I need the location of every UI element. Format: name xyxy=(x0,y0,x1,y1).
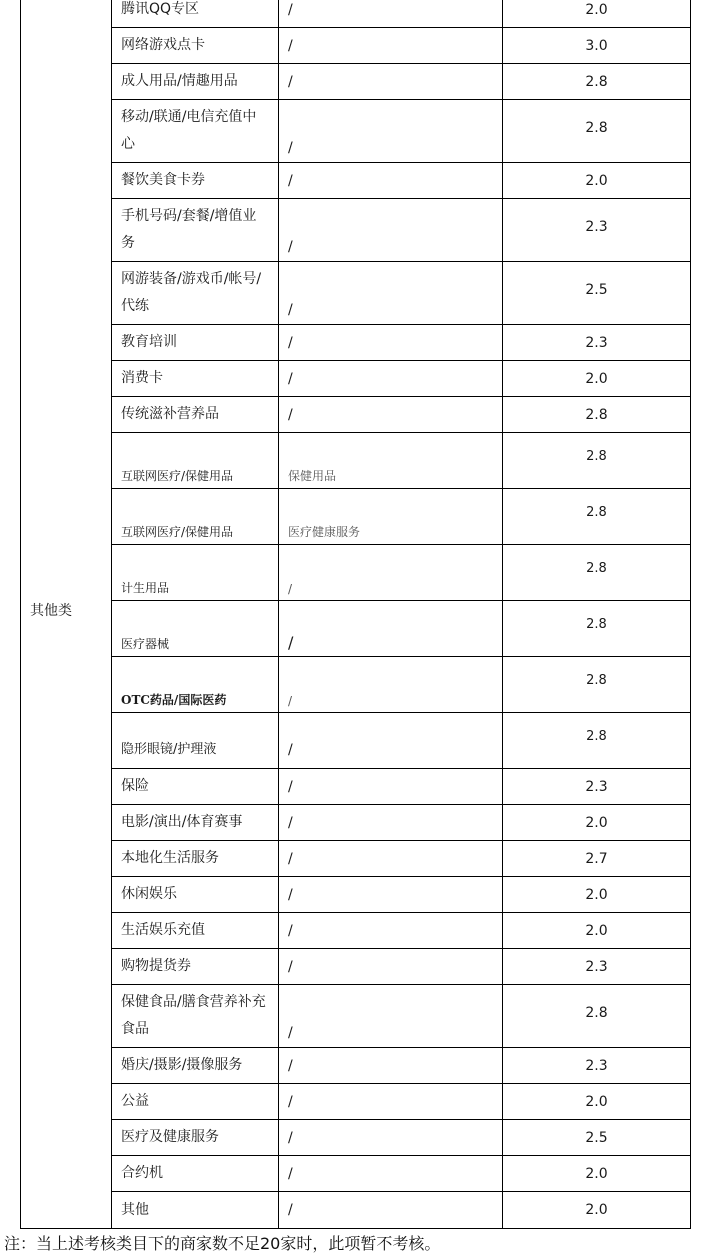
row-value: 2.8 xyxy=(503,433,691,489)
table-row xyxy=(21,545,691,601)
row-value: 2.0 xyxy=(503,877,691,913)
row-value: 2.8 xyxy=(503,397,691,433)
row-sub: / xyxy=(279,199,503,262)
table-row xyxy=(21,1048,691,1084)
row-sub: / xyxy=(279,841,503,877)
table-row xyxy=(21,0,691,28)
row-sub: / xyxy=(279,397,503,433)
table-row xyxy=(21,1084,691,1120)
category-score-table xyxy=(20,0,691,1229)
row-value: 2.0 xyxy=(503,805,691,841)
row-sub: / xyxy=(279,163,503,199)
table-row xyxy=(21,601,691,657)
row-sub: / xyxy=(279,601,503,657)
row-name: 休闲娱乐 xyxy=(112,877,279,913)
row-value: 2.8 xyxy=(503,100,691,163)
table-row xyxy=(21,769,691,805)
row-name: 医疗器械 xyxy=(112,601,279,657)
table-row xyxy=(21,489,691,545)
row-sub: / xyxy=(279,985,503,1048)
row-value: 2.3 xyxy=(503,949,691,985)
table-row xyxy=(21,657,691,713)
table-row xyxy=(21,877,691,913)
table-row xyxy=(21,1120,691,1156)
row-name: 隐形眼镜/护理液 xyxy=(112,713,279,769)
table-row xyxy=(21,28,691,64)
table-row xyxy=(21,397,691,433)
row-name: 移动/联通/电信充值中心 xyxy=(112,100,279,163)
row-sub: / xyxy=(279,805,503,841)
table-row xyxy=(21,433,691,489)
row-value: 2.0 xyxy=(503,913,691,949)
row-sub: / xyxy=(279,713,503,769)
row-sub: / xyxy=(279,1048,503,1084)
row-sub: / xyxy=(279,913,503,949)
row-value: 2.7 xyxy=(503,841,691,877)
row-sub: / xyxy=(279,769,503,805)
row-sub: / xyxy=(279,1156,503,1192)
row-name: 传统滋补营养品 xyxy=(112,397,279,433)
row-value: 2.8 xyxy=(503,545,691,601)
footnote: 注：当上述考核类目下的商家数不足20家时，此项暂不考核。 xyxy=(4,1234,441,1253)
table-row xyxy=(21,361,691,397)
row-value: 2.5 xyxy=(503,1120,691,1156)
row-name: 医疗及健康服务 xyxy=(112,1120,279,1156)
row-name: 成人用品/情趣用品 xyxy=(112,64,279,100)
category-cell: 其他类 xyxy=(21,0,112,1229)
table-row xyxy=(21,262,691,325)
row-name: 本地化生活服务 xyxy=(112,841,279,877)
row-value: 3.0 xyxy=(503,28,691,64)
row-name: 腾讯QQ专区 xyxy=(112,0,279,28)
row-name: 购物提货券 xyxy=(112,949,279,985)
row-value: 2.3 xyxy=(503,769,691,805)
row-name: 保险 xyxy=(112,769,279,805)
row-value: 2.0 xyxy=(503,1192,691,1229)
row-name: OTC药品/国际医药 xyxy=(112,657,279,713)
table-row xyxy=(21,805,691,841)
row-sub: / xyxy=(279,64,503,100)
table-row xyxy=(21,325,691,361)
row-name: 保健食品/膳食营养补充食品 xyxy=(112,985,279,1048)
row-sub: / xyxy=(279,545,503,601)
row-name: 计生用品 xyxy=(112,545,279,601)
row-value: 2.8 xyxy=(503,657,691,713)
row-sub: / xyxy=(279,877,503,913)
row-value: 2.0 xyxy=(503,1156,691,1192)
row-sub: / xyxy=(279,657,503,713)
table-row xyxy=(21,841,691,877)
row-sub: 保健用品 xyxy=(279,433,503,489)
row-value: 2.8 xyxy=(503,985,691,1048)
row-value: 2.0 xyxy=(503,163,691,199)
table-row xyxy=(21,913,691,949)
row-sub: / xyxy=(279,1120,503,1156)
row-value: 2.3 xyxy=(503,325,691,361)
row-value: 2.0 xyxy=(503,0,691,28)
row-sub: 医疗健康服务 xyxy=(279,489,503,545)
row-sub: / xyxy=(279,100,503,163)
table-row xyxy=(21,100,691,163)
table-row xyxy=(21,949,691,985)
row-name: 手机号码/套餐/增值业务 xyxy=(112,199,279,262)
row-value: 2.8 xyxy=(503,713,691,769)
row-name: 互联网医疗/保健用品 xyxy=(112,433,279,489)
row-sub: / xyxy=(279,262,503,325)
row-value: 2.5 xyxy=(503,262,691,325)
row-value: 2.3 xyxy=(503,199,691,262)
table-row xyxy=(21,199,691,262)
row-value: 2.8 xyxy=(503,489,691,545)
row-value: 2.0 xyxy=(503,1084,691,1120)
table-row xyxy=(21,64,691,100)
row-sub: / xyxy=(279,949,503,985)
row-name: 教育培训 xyxy=(112,325,279,361)
row-value: 2.8 xyxy=(503,601,691,657)
row-name: 互联网医疗/保健用品 xyxy=(112,489,279,545)
row-name: 婚庆/摄影/摄像服务 xyxy=(112,1048,279,1084)
row-sub: / xyxy=(279,28,503,64)
row-value: 2.3 xyxy=(503,1048,691,1084)
row-sub: / xyxy=(279,325,503,361)
table-row xyxy=(21,713,691,769)
row-name: 合约机 xyxy=(112,1156,279,1192)
row-sub: / xyxy=(279,1192,503,1229)
row-sub: / xyxy=(279,361,503,397)
row-value: 2.0 xyxy=(503,361,691,397)
table-row xyxy=(21,1156,691,1192)
row-sub: / xyxy=(279,1084,503,1120)
table-row xyxy=(21,985,691,1048)
row-name: 电影/演出/体育赛事 xyxy=(112,805,279,841)
row-name: 网游装备/游戏币/帐号/代练 xyxy=(112,262,279,325)
row-name: 生活娱乐充值 xyxy=(112,913,279,949)
row-name: 其他 xyxy=(112,1192,279,1229)
table-row xyxy=(21,163,691,199)
row-name: 公益 xyxy=(112,1084,279,1120)
row-value: 2.8 xyxy=(503,64,691,100)
row-sub: / xyxy=(279,0,503,28)
row-name: 消费卡 xyxy=(112,361,279,397)
row-name: 餐饮美食卡券 xyxy=(112,163,279,199)
table-row xyxy=(21,1192,691,1229)
row-name: 网络游戏点卡 xyxy=(112,28,279,64)
